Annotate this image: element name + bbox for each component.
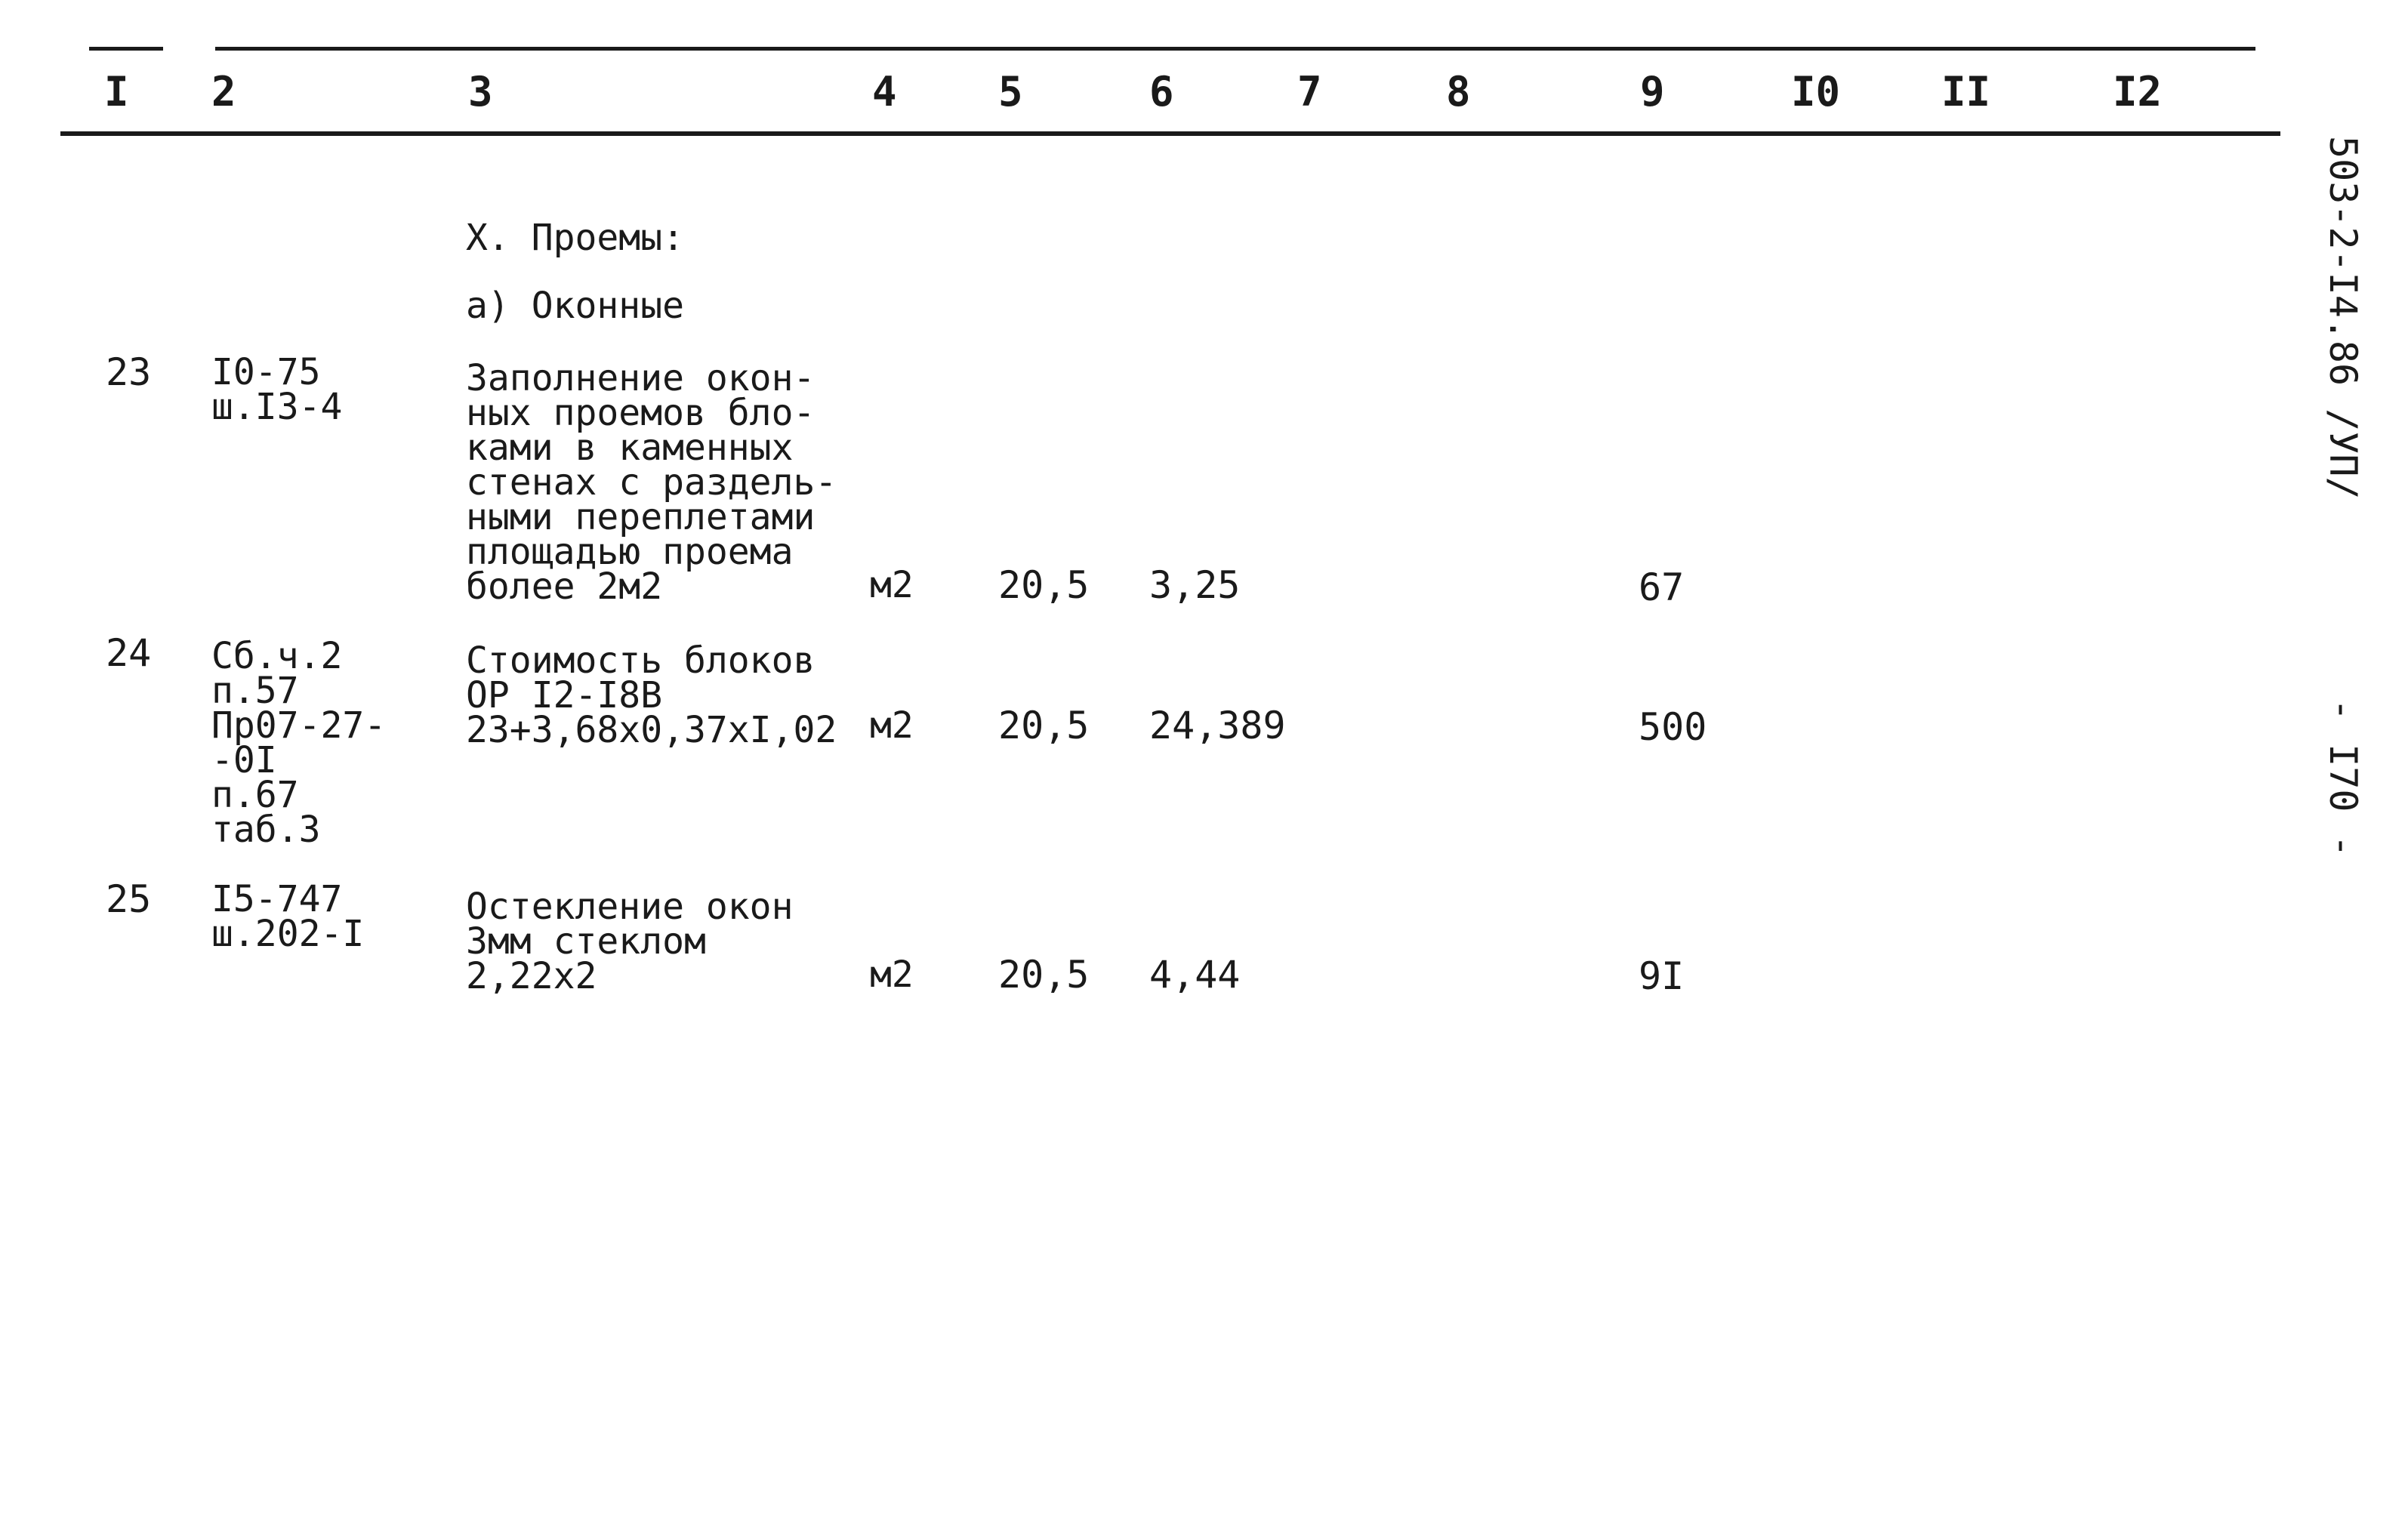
row-23-number: 23 — [106, 350, 152, 394]
col-header-7: 7 — [1297, 68, 1322, 116]
row-25-description: Остекление окон 3мм стеклом 2,22х2 — [466, 886, 794, 997]
row-24-reference: Сб.ч.2 п.57 Пр07-27- -0I п.67 таб.3 — [211, 635, 387, 851]
col-header-8: 8 — [1446, 68, 1471, 116]
col-header-2: 2 — [211, 68, 236, 116]
row-25-col9: 9I — [1639, 954, 1685, 998]
row-25-reference: I5-747 ш.202-I — [211, 878, 365, 955]
row-23-description: Заполнение окон- ных проемов бло- ками в каменных стенах с раздель- ными переплетами площадью проема более 2м2 — [466, 357, 837, 608]
col-header-10: I0 — [1791, 68, 1841, 116]
col-header-6: 6 — [1149, 68, 1174, 116]
col-header-1: I — [104, 68, 129, 116]
row-23-reference: I0-75 ш.I3-4 — [211, 351, 343, 428]
header-top-rule — [215, 47, 2255, 51]
row-23-col9: 67 — [1639, 565, 1685, 609]
row-24-quantity: 20,5 — [998, 704, 1090, 747]
col-header-3: 3 — [468, 68, 493, 116]
row-25-number: 25 — [106, 877, 152, 921]
col-header-12: I2 — [2113, 68, 2163, 116]
row-23-col6: 3,25 — [1149, 563, 1241, 607]
page-number-vertical: - I70 - — [2321, 698, 2365, 858]
document-code-vertical: 503-2-I4.86 /УП/ — [2321, 136, 2365, 500]
col-header-9: 9 — [1640, 68, 1665, 116]
row-24-unit: м2 — [870, 704, 914, 747]
col-header-5: 5 — [998, 68, 1023, 116]
section-title: X. Проемы: — [466, 217, 684, 259]
col-header-4: 4 — [872, 68, 897, 116]
row-24-number: 24 — [106, 631, 152, 675]
row-24-description: Стоимость блоков ОР I2-I8В 23+3,68х0,37хI,02 — [466, 639, 837, 751]
header-top-rule-short — [89, 47, 163, 51]
row-25-quantity: 20,5 — [998, 953, 1090, 997]
row-23-quantity: 20,5 — [998, 563, 1090, 607]
row-25-col6: 4,44 — [1149, 953, 1241, 997]
section-subtitle: а) Оконные — [466, 285, 684, 327]
row-25-unit: м2 — [870, 954, 914, 996]
row-23-unit: м2 — [870, 564, 914, 606]
row-24-col9: 500 — [1639, 705, 1707, 749]
row-24-col6: 24,389 — [1149, 704, 1286, 747]
header-bottom-rule — [60, 131, 2280, 136]
col-header-11: II — [1941, 68, 1991, 116]
